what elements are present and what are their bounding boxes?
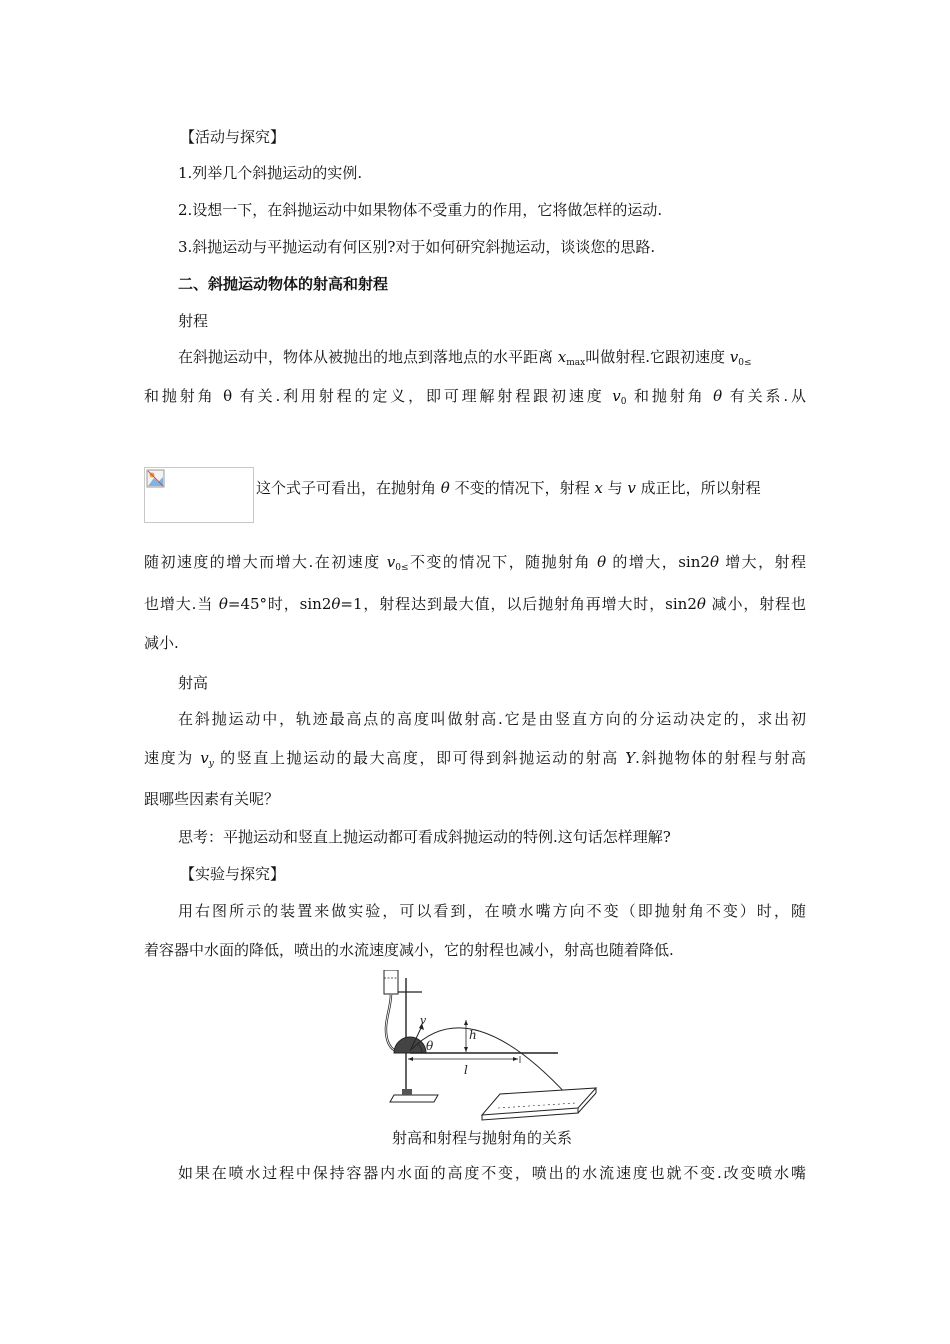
range-paragraph-line-6: 减小. (144, 634, 179, 652)
water-tray (482, 1088, 596, 1115)
range-paragraph-line-5: 也增大.当 θ=45°时，sin2θ=1，射程达到最大值，以后抛射角再增大时，sin2θ 减小，射程也 (144, 595, 806, 613)
question-3: 3.斜抛运动与平抛运动有何区别?对于如何研究斜抛运动，谈谈您的思路. (178, 238, 656, 256)
height-paragraph-line-2: 速度为 $v_y$ 的竖直上抛运动的最大高度，即可得到斜抛运动的射高 Y.斜抛物体的射程与射高 (144, 749, 806, 769)
label-theta: θ (426, 1039, 434, 1053)
height-paragraph-line-3: 跟哪些因素有关呢？ (144, 790, 280, 808)
range-paragraph-line-4: 随初速度的增大而增大.在初速度 $v_{0\le}$不变的情况下，随抛射角 θ 的增大，sin2θ 增大，射程 (144, 553, 806, 573)
label-v: v (420, 1014, 427, 1027)
range-paragraph-line-2: 和抛射角 θ 有关.利用射程的定义，即可理解射程跟初速度 $v_0$ 和抛射角 θ 有关系.从 (144, 387, 806, 407)
experiment-paragraph-line-1: 用右图所示的装置来做实验，可以看到，在喷水嘴方向不变（即抛射角不变）时，随 (178, 902, 806, 920)
label-h: h (469, 1028, 477, 1042)
height-paragraph-line-1: 在斜抛运动中，轨迹最高点的高度叫做射高.它是由竖直方向的分运动决定的，求出初 (178, 710, 806, 728)
range-paragraph-line-1: 在斜抛运动中，物体从被抛出的地点到落地点的水平距离 $x_{max}$叫做射程.它跟初速度 $v_{0\le}$ (178, 348, 752, 368)
question-1: 1.列举几个斜抛运动的实例. (178, 164, 363, 182)
question-2: 2.设想一下，在斜抛运动中如果物体不受重力的作用，它将做怎样的运动. (178, 201, 663, 219)
water-trajectory (412, 1028, 568, 1096)
range-heading: 射程 (178, 312, 209, 330)
activity-heading: 【活动与探究】 (180, 128, 286, 146)
think-paragraph: 思考：平抛运动和竖直上抛运动都可看成斜抛运动的特例.这句话怎样理解? (178, 828, 671, 846)
figure-caption: 射高和射程与抛射角的关系 (392, 1129, 573, 1147)
formula-image-placeholder (144, 467, 254, 523)
water-bottle (384, 970, 398, 994)
experiment-heading: 【实验与探究】 (180, 865, 286, 883)
projectile-apparatus-figure (378, 970, 603, 1122)
stand-base (390, 1095, 438, 1102)
broken-image-icon (146, 469, 166, 489)
range-paragraph-line-3: 这个式子可看出，在抛射角 θ 不变的情况下，射程 x 与 v 成正比，所以射程 (256, 479, 761, 497)
last-paragraph: 如果在喷水过程中保持容器内水面的高度不变，喷出的水流速度也就不变.改变喷水嘴 (178, 1164, 806, 1182)
label-l: l (464, 1063, 468, 1077)
experiment-paragraph-line-2: 着容器中水面的降低，喷出的水流速度减小，它的射程也减小，射高也随着降低. (144, 941, 674, 959)
section-2-title: 二、斜抛运动物体的射高和射程 (178, 275, 389, 293)
height-heading: 射高 (178, 674, 209, 692)
